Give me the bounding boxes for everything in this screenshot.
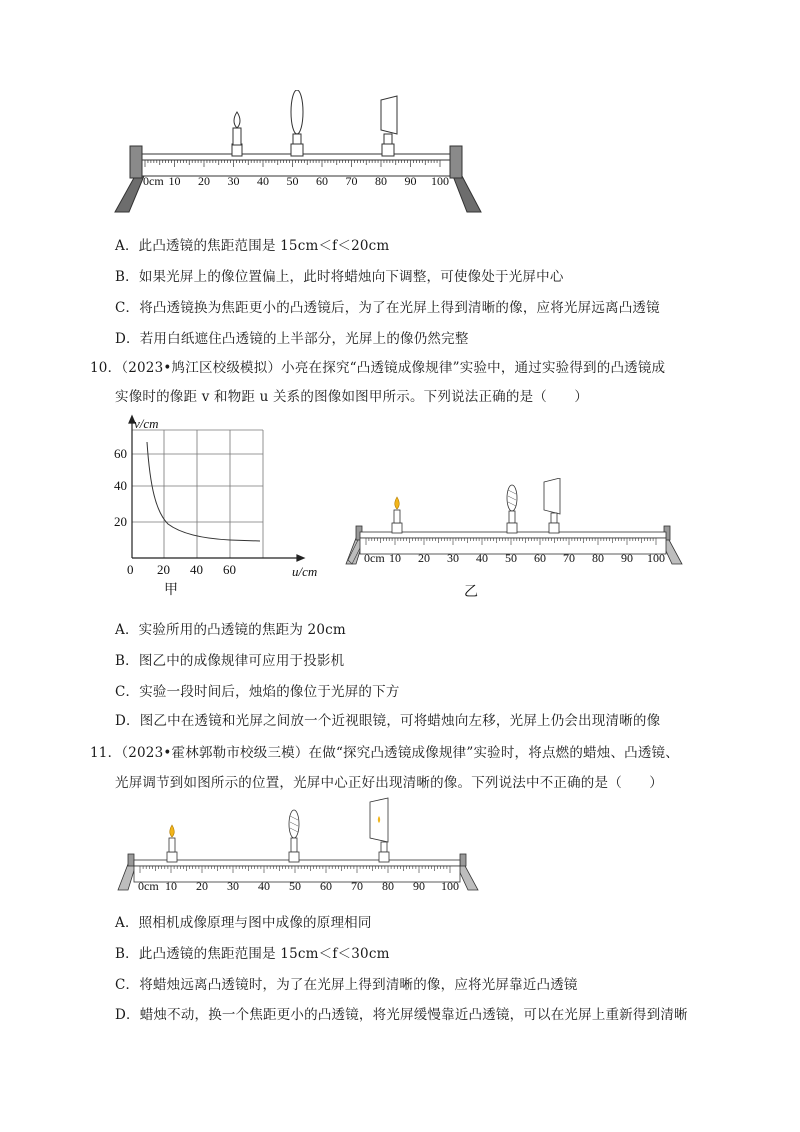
ruler-label: 30	[227, 879, 239, 893]
ruler-label: 70	[563, 551, 575, 565]
ruler-label: 10	[168, 174, 181, 188]
q10-option-a: A．实验所用的凸透镜的焦距为 20cm	[115, 622, 346, 638]
q10-y-tick: 60	[114, 446, 127, 461]
ruler-label: 30	[447, 551, 459, 565]
ruler-label: 40	[476, 551, 488, 565]
q9-option-d: D．若用白纸遮住凸透镜的上半部分，光屏上的像仍然完整	[115, 331, 469, 347]
q10-y-tick: 40	[114, 478, 127, 493]
q10-bench-caption: 乙	[464, 584, 478, 600]
ruler-label: 50	[286, 174, 299, 188]
light-screen-icon	[544, 478, 560, 533]
q11-option-c: C．将蜡烛远离凸透镜时，为了在光屏上得到清晰的像，应将光屏靠近凸透镜	[115, 977, 578, 993]
q10-graph-jia	[110, 412, 335, 604]
ruler-label: 80	[592, 551, 604, 565]
convex-lens-icon	[289, 810, 299, 862]
q10-x-tick: 20	[157, 562, 170, 577]
ruler-label: 40	[257, 174, 269, 188]
ruler-label: 50	[289, 879, 301, 893]
ruler-label: 20	[198, 174, 210, 188]
ruler-label: 30	[227, 174, 240, 188]
q11-stem-line2: 光屏调节到如图所示的位置，光屏中心正好出现清晰的像。下列说法中不正确的是（ ）	[115, 775, 663, 791]
ruler-label: 20	[196, 879, 208, 893]
ruler-label: 100	[647, 551, 665, 565]
q10-option-d: D．图乙中在透镜和光屏之间放一个近视眼镜，可将蜡烛向左移，光屏上仍会出现清晰的像	[115, 713, 661, 729]
q9-optical-bench-figure	[105, 90, 495, 215]
ruler-label: 100	[431, 174, 449, 188]
q10-stem-line2: 实像时的像距 v 和物距 u 关系的图像如图甲所示。下列说法正确的是（ ）	[115, 389, 589, 405]
ruler-label: 0cm	[143, 174, 164, 188]
convex-lens-icon	[507, 485, 517, 533]
ruler-label: 70	[345, 174, 358, 188]
light-screen-icon	[370, 798, 389, 862]
q11-stem-line1: 11．（2023•霍林郭勒市校级三模）在做“探究凸透镜成像规律”实验时，将点燃的蜡烛、凸透镜、	[90, 745, 679, 761]
q10-x-tick: 40	[190, 562, 203, 577]
ruler-label: 20	[418, 551, 430, 565]
ruler-label: 50	[505, 551, 517, 565]
q10-optical-bench-yi	[338, 478, 690, 603]
ruler-label: 0cm	[138, 879, 159, 893]
q10-x-tick: 60	[223, 562, 236, 577]
ruler-label: 60	[316, 174, 328, 188]
q10-graph-caption: 甲	[164, 582, 178, 598]
ruler-label: 0cm	[364, 551, 385, 565]
ruler-label: 10	[165, 879, 177, 893]
q9-option-c: C．将凸透镜换为焦距更小的凸透镜后，为了在光屏上得到清晰的像，应将光屏远离凸透镜	[115, 300, 660, 316]
ruler-label: 70	[351, 879, 363, 893]
q11-optical-bench-figure	[112, 794, 482, 900]
q9-option-b: B．如果光屏上的像位置偏上，此时将蜡烛向下调整，可使像处于光屏中心	[115, 269, 564, 285]
q10-x-axis-label: u/cm	[292, 564, 318, 579]
ruler-label: 40	[258, 879, 270, 893]
ruler-label: 60	[534, 551, 546, 565]
q11-option-d: D．蜡烛不动，换一个焦距更小的凸透镜，将光屏缓慢靠近凸透镜，可以在光屏上重新得到清晰	[115, 1007, 688, 1023]
ruler-label: 80	[382, 879, 394, 893]
candle-icon	[392, 497, 402, 533]
q11-option-a: A．照相机成像原理与图中成像的原理相同	[115, 915, 372, 931]
ruler-label: 90	[404, 174, 417, 188]
q10-option-c: C．实验一段时间后，烛焰的像位于光屏的下方	[115, 684, 400, 700]
q10-option-b: B．图乙中的成像规律可应用于投影机	[115, 653, 345, 669]
ruler-label: 80	[375, 174, 387, 188]
candle-icon	[232, 112, 242, 156]
convex-lens-icon	[291, 90, 303, 156]
ruler-label: 100	[441, 879, 459, 893]
q10-y-axis-label: v/cm	[134, 416, 159, 431]
ruler-label: 60	[320, 879, 332, 893]
q10-stem-line1: 10．（2023•鸠江区校级模拟）小亮在探究“凸透镜成像规律”实验中，通过实验得到的凸透镜成	[90, 360, 666, 376]
q11-option-b: B．此凸透镜的焦距范围是 15cm＜f＜30cm	[115, 946, 390, 962]
candle-icon	[167, 825, 177, 862]
q10-y-tick: 20	[114, 514, 127, 529]
ruler-label: 90	[413, 879, 425, 893]
light-screen-icon	[381, 96, 397, 156]
ruler-label: 90	[621, 551, 633, 565]
ruler-label: 10	[389, 551, 401, 565]
q9-option-a: A．此凸透镜的焦距范围是 15cm＜f＜20cm	[115, 238, 390, 254]
q10-x-tick: 0	[127, 562, 134, 577]
